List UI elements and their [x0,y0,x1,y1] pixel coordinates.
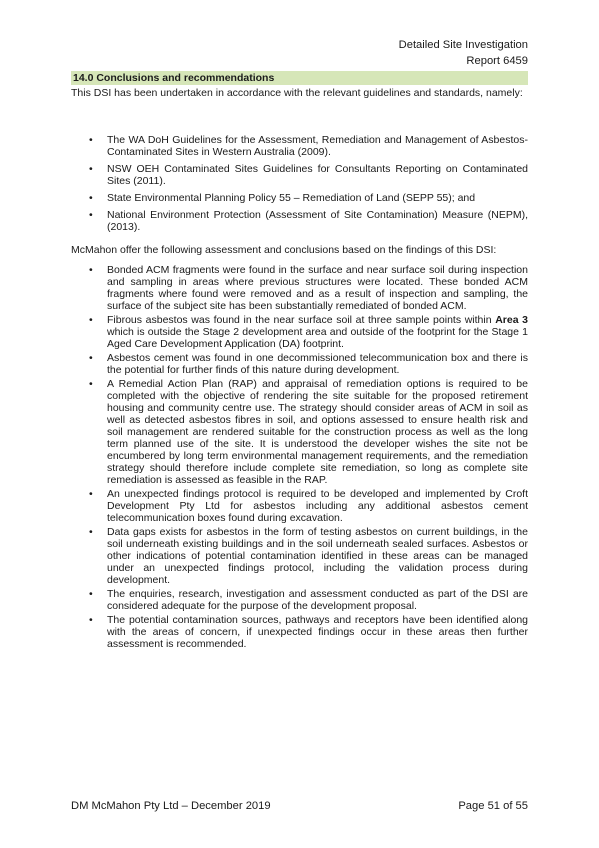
list-item [71,488,528,524]
bullet-icon: • [89,163,93,175]
header-report-number: Report 6459 [466,54,528,67]
conclusion-text: An unexpected findings protocol is required to be developed and implemented by Croft Development Pty Ltd for asbestos including any additional asbestos cement telecommunication boxes found during excavation. [107,488,528,524]
list-item [71,134,528,158]
conclusion-text-part: which is outside the Stage 2 development area and outside of the footprint for the Stage 1 Aged Care Development Application (DA) footprint. [107,326,528,350]
guideline-text: The WA DoH Guidelines for the Assessment, Remediation and Management of Asbestos-Contaminated Sites in Western Australia (2009). [107,134,528,158]
conclusion-text-part: Fibrous asbestos was found in the near surface soil at three sample points within [107,314,496,326]
conclusions-list [71,264,528,652]
page-header [399,38,528,69]
bullet-icon: • [89,352,93,364]
page-number: Page 51 of 55 [458,800,528,812]
conclusion-text: The potential contamination sources, pathways and receptors have been identified along with the areas of concern, if unexpected findings occur in these areas then further assessment is recommended. [107,614,528,650]
header-document-title: Detailed Site Investigation [398,39,528,51]
conclusion-text: Bonded ACM fragments were found in the surface and near surface soil during inspection and sampling in areas where previous structures were located. These bonded ACM fragments where found were removed and as a result of inspection and sampling, the surface of the subject site has been substantially remediated of bonded ACM. [107,264,528,312]
conclusion-text: The enquiries, research, investigation and assessment conducted as part of the DSI are considered adequate for the purpose of the development proposal. [107,588,528,612]
conclusion-text: Asbestos cement was found in one decommissioned telecommunication box and there is the potential for further finds of this nature during development. [107,352,528,376]
list-item [71,588,528,612]
bullet-icon: • [89,526,93,538]
conclusion-text: A Remedial Action Plan (RAP) and appraisal of remediation options is required to be completed with the objective of rendering the site suitable for the proposed retirement housing and community centre use. The strategy should consider areas of ACM in soil as well as detected asbestos fibres in soil, and options assessed to ensure health risk and soil management are rendered suitable for the construction process as well as the long term planned use of the site. It is understood the developer wishes the site not be encumbered by long term environmental management requirements, and the remediation strategy should therefore include complete site remediation, so long as complete site remediation is assessed as feasible in the RAP. [107,378,528,486]
section-heading: 14.0 Conclusions and recommendations [71,71,528,85]
list-item [71,192,528,204]
bullet-icon: • [89,209,93,221]
guideline-text: NSW OEH Contaminated Sites Guidelines for Consultants Reporting on Contaminated Sites (2011). [107,163,528,187]
conclusions-lead: McMahon offer the following assessment and conclusions based on the findings of this DSI: [71,244,497,256]
list-item [71,314,528,350]
list-item [71,526,528,586]
bullet-icon: • [89,264,93,276]
bullet-icon: • [89,488,93,500]
guidelines-list [71,134,528,238]
guideline-text: National Environment Protection (Assessment of Site Contamination) Measure (NEPM), (2013). [107,209,528,233]
area-label: Area 3 [495,314,529,326]
intro-paragraph: This DSI has been undertaken in accordance with the relevant guidelines and standards, namely: [71,87,523,99]
list-item [71,378,528,486]
bullet-icon: • [89,134,93,146]
list-item [71,614,528,650]
list-item [71,163,528,187]
conclusion-text: Data gaps exists for asbestos in the form of testing asbestos on current buildings, in the soil underneath existing buildings and in the soil underneath sealed surfaces. Asbestos or other indications of potential contamination identified in these areas can be managed under an unexpected findings protocol, including the validation process during development. [107,526,528,586]
bullet-icon: • [89,614,93,626]
guideline-text: State Environmental Planning Policy 55 – Remediation of Land (SEPP 55); and [107,192,476,204]
bullet-icon: • [89,588,93,600]
list-item [71,352,528,376]
bullet-icon: • [89,378,93,390]
footer-company-date: DM McMahon Pty Ltd – December 2019 [71,800,271,812]
list-item [71,264,528,312]
list-item [71,209,528,233]
bullet-icon: • [89,192,93,204]
bullet-icon: • [89,314,93,326]
